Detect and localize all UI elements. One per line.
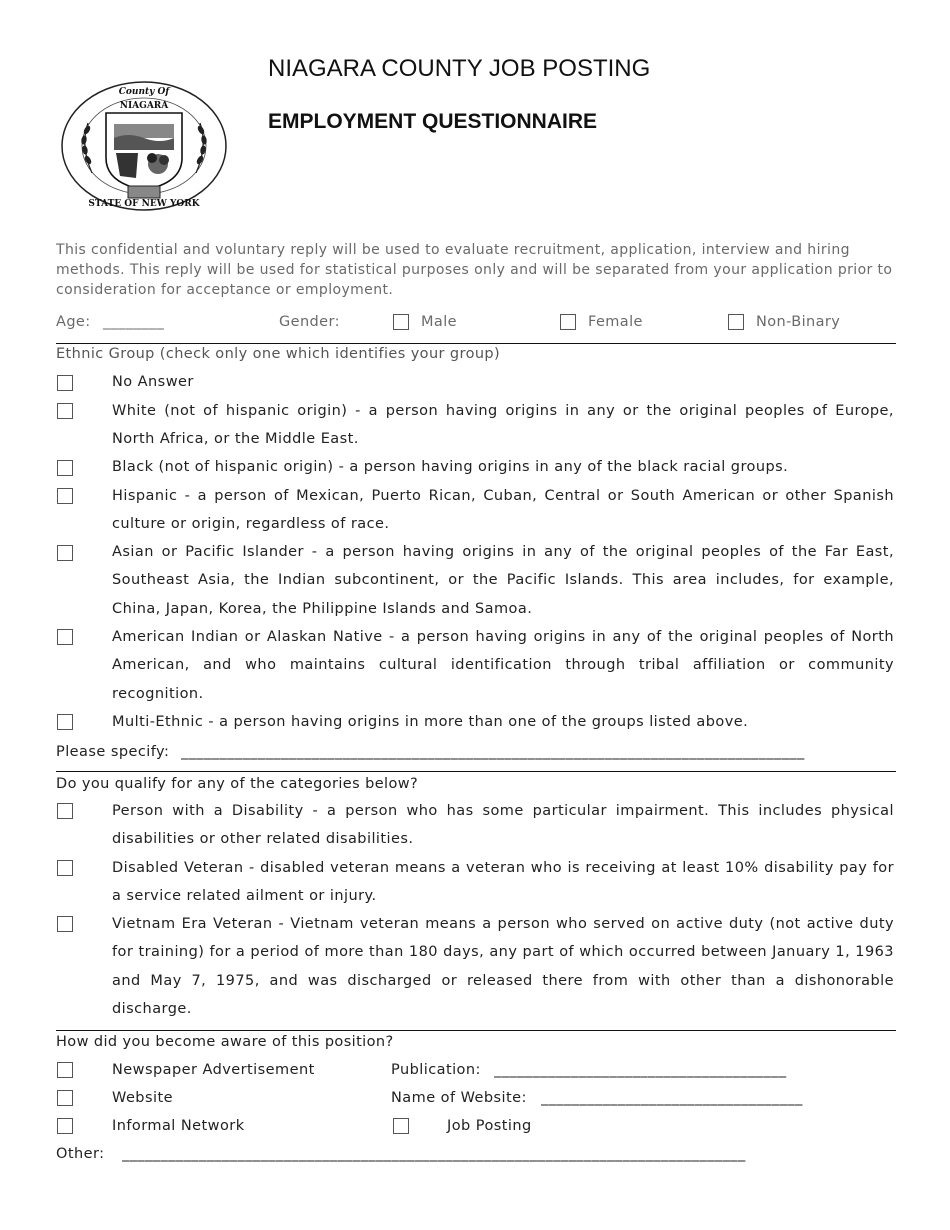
informal-network-label: Informal Network [112, 1118, 245, 1134]
form-subtitle: EMPLOYMENT QUESTIONNAIRE [268, 110, 598, 133]
seal-top-text: County Of [118, 87, 170, 97]
ethnic-american-indian-label: American Indian or Alaskan Native - a person having origins in any of the original peoples of North American, and who maintains cultural identification through tribal affiliation or community recognition. [112, 629, 894, 702]
website-checkbox[interactable] [57, 1090, 73, 1106]
age-field[interactable]: ________ [103, 314, 165, 330]
gender-female-checkbox[interactable] [560, 314, 576, 330]
gender-male-checkbox[interactable] [393, 314, 409, 330]
other-field[interactable]: _________________________________________________________________________________ [122, 1146, 746, 1162]
ethnic-group-heading: Ethnic Group (check only one which identifies your group) [56, 346, 501, 362]
disability-label: Person with a Disability - a person who has some particular impairment. This includes physical disabilities or other related disabilities. [112, 803, 894, 848]
county-seal-logo [58, 78, 230, 213]
ethnic-hispanic-label: Hispanic - a person of Mexican, Puerto Rican, Cuban, Central or South American or other Spanish culture or origin, regardless of race. [112, 488, 894, 533]
section-divider [56, 771, 896, 772]
publication-field[interactable]: ______________________________________ [494, 1062, 787, 1078]
ethnic-white-checkbox[interactable] [57, 403, 73, 419]
vietnam-veteran-checkbox[interactable] [57, 916, 73, 932]
ethnic-multi-label: Multi-Ethnic - a person having origins in more than one of the groups listed above. [112, 714, 749, 730]
disabled-veteran-label: Disabled Veteran - disabled veteran means a veteran who is receiving at least 10% disability pay for a service related ailment or injury. [112, 860, 894, 905]
newspaper-label: Newspaper Advertisement [112, 1062, 315, 1078]
ethnic-asian-checkbox[interactable] [57, 545, 73, 561]
other-label: Other: [56, 1146, 105, 1162]
disability-checkbox[interactable] [57, 803, 73, 819]
ethnic-black-checkbox[interactable] [57, 460, 73, 476]
disabled-veteran-checkbox[interactable] [57, 860, 73, 876]
ethnic-no-answer-label: No Answer [112, 374, 194, 390]
please-specify-field[interactable]: _________________________________________________________________________________ [181, 744, 805, 760]
website-name-label: Name of Website: [391, 1090, 527, 1106]
newspaper-checkbox[interactable] [57, 1062, 73, 1078]
vietnam-veteran-label: Vietnam Era Veteran - Vietnam veteran means a person who served on active duty (not active duty for training) for a period of more than 180 days, any part of which occurred between January 1, 1963 and May 7, 1975, and was discharged or released there from with other than a dishonorable discharge. [112, 916, 894, 1017]
job-posting-checkbox[interactable] [393, 1118, 409, 1134]
ethnic-black-label: Black (not of hispanic origin) - a person having origins in any of the black racial groups. [112, 459, 789, 475]
seal-bottom-text: STATE OF NEW YORK [88, 199, 200, 209]
ethnic-white-label: White (not of hispanic origin) - a person having origins in any or the original peoples of Europe, North Africa, or the Middle East. [112, 403, 894, 448]
gender-nonbinary-label: Non-Binary [756, 314, 841, 330]
ethnic-no-answer-checkbox[interactable] [57, 375, 73, 391]
section-divider [56, 1030, 896, 1031]
website-name-field[interactable]: __________________________________ [541, 1090, 803, 1106]
categories-heading: Do you qualify for any of the categories below? [56, 776, 419, 792]
informal-network-checkbox[interactable] [57, 1118, 73, 1134]
gender-female-label: Female [588, 314, 643, 330]
age-label: Age: [56, 314, 91, 330]
gender-male-label: Male [421, 314, 457, 330]
gender-label: Gender: [279, 314, 340, 330]
page-title: NIAGARA COUNTY JOB POSTING [268, 55, 651, 82]
gender-nonbinary-checkbox[interactable] [728, 314, 744, 330]
awareness-heading: How did you become aware of this position? [56, 1034, 394, 1050]
ethnic-asian-label: Asian or Pacific Islander - a person having origins in any of the original peoples of the Far East, Southeast Asia, the Indian subcontinent, or the Pacific Islands. This area includes, for example, China, Japan, Korea, the Philippine Islands and Samoa. [112, 544, 894, 617]
please-specify-label: Please specify: [56, 744, 170, 760]
ethnic-multi-checkbox[interactable] [57, 714, 73, 730]
website-label: Website [112, 1090, 173, 1106]
seal-name-text: NIAGARA [119, 101, 169, 111]
job-posting-label: Job Posting [447, 1118, 532, 1134]
publication-label: Publication: [391, 1062, 481, 1078]
ethnic-american-indian-checkbox[interactable] [57, 629, 73, 645]
section-divider [56, 343, 896, 344]
ethnic-hispanic-checkbox[interactable] [57, 488, 73, 504]
intro-paragraph: This confidential and voluntary reply will be used to evaluate recruitment, application, interview and hiring methods. This reply will be used for statistical purposes only and will be separated from your application prior to consideration for acceptance or employment. [56, 242, 893, 298]
